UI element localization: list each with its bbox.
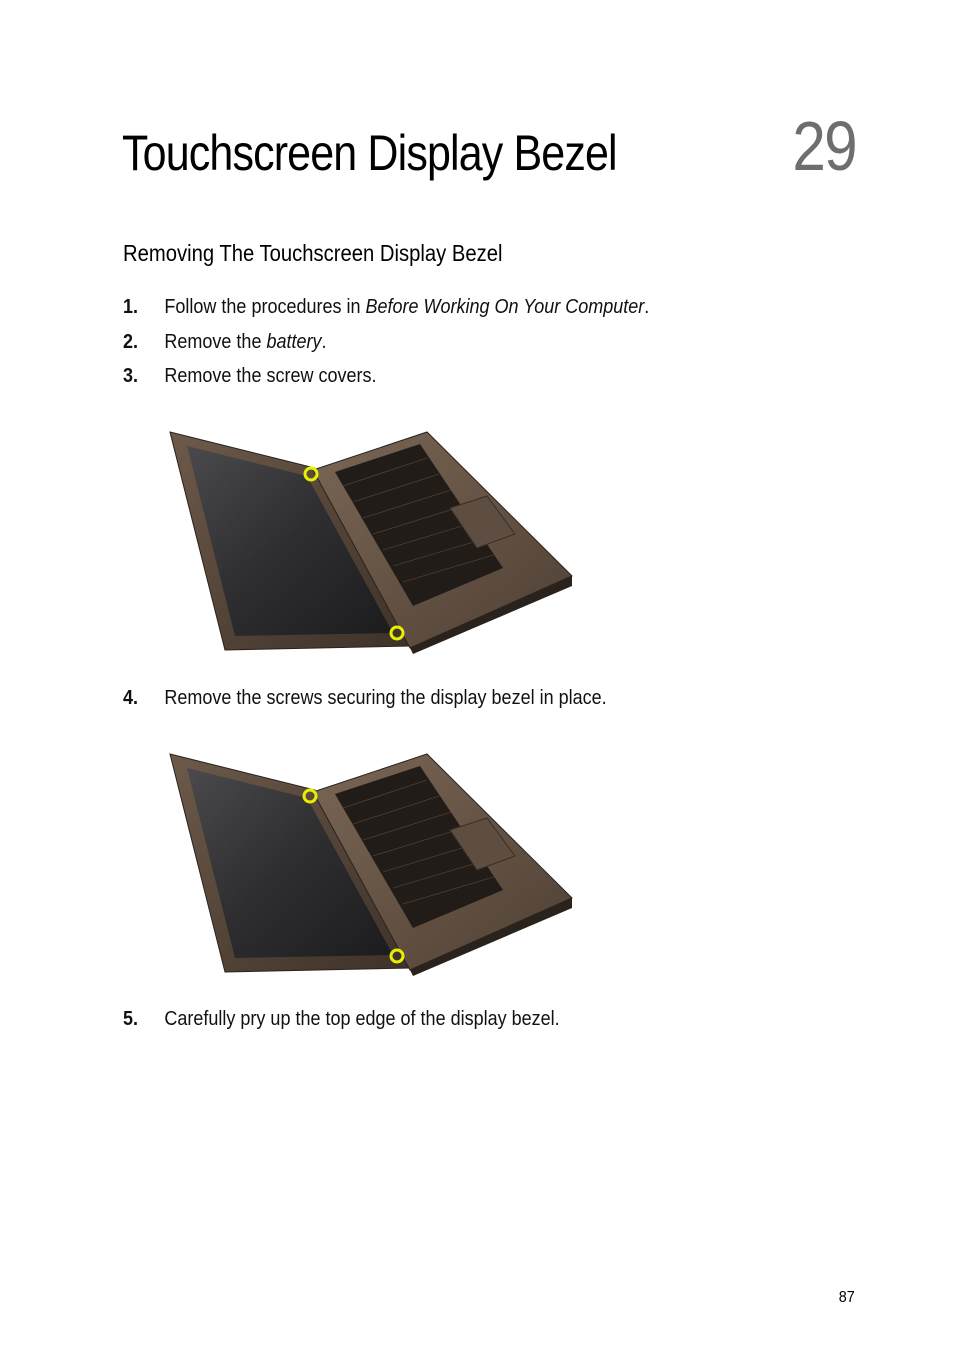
- step-text: Remove the screw covers.: [164, 365, 377, 387]
- step-number: 5.: [123, 1008, 139, 1030]
- step-number: 2.: [123, 331, 139, 353]
- section-heading: Removing The Touchscreen Display Bezel: [123, 240, 503, 266]
- step-text: Remove the battery.: [164, 331, 327, 353]
- step-number: 1.: [123, 296, 139, 318]
- chapter-number: 29: [792, 107, 856, 185]
- step-number: 4.: [123, 687, 139, 709]
- step-number: 3.: [123, 365, 139, 387]
- step-text: Carefully pry up the top edge of the display bezel.: [164, 1008, 560, 1030]
- chapter-title: Touchscreen Display Bezel: [122, 125, 617, 181]
- page-number: 87: [838, 1289, 855, 1306]
- battery-link[interactable]: battery: [266, 331, 322, 353]
- laptop-bezel-screws-illustration: [165, 750, 577, 980]
- step-text: Follow the procedures in Before Working On Your Computer.: [164, 296, 650, 318]
- laptop-screw-covers-illustration: [165, 428, 577, 658]
- step-text: Remove the screws securing the display bezel in place.: [164, 687, 607, 709]
- before-working-link[interactable]: Before Working On Your Computer: [365, 296, 645, 318]
